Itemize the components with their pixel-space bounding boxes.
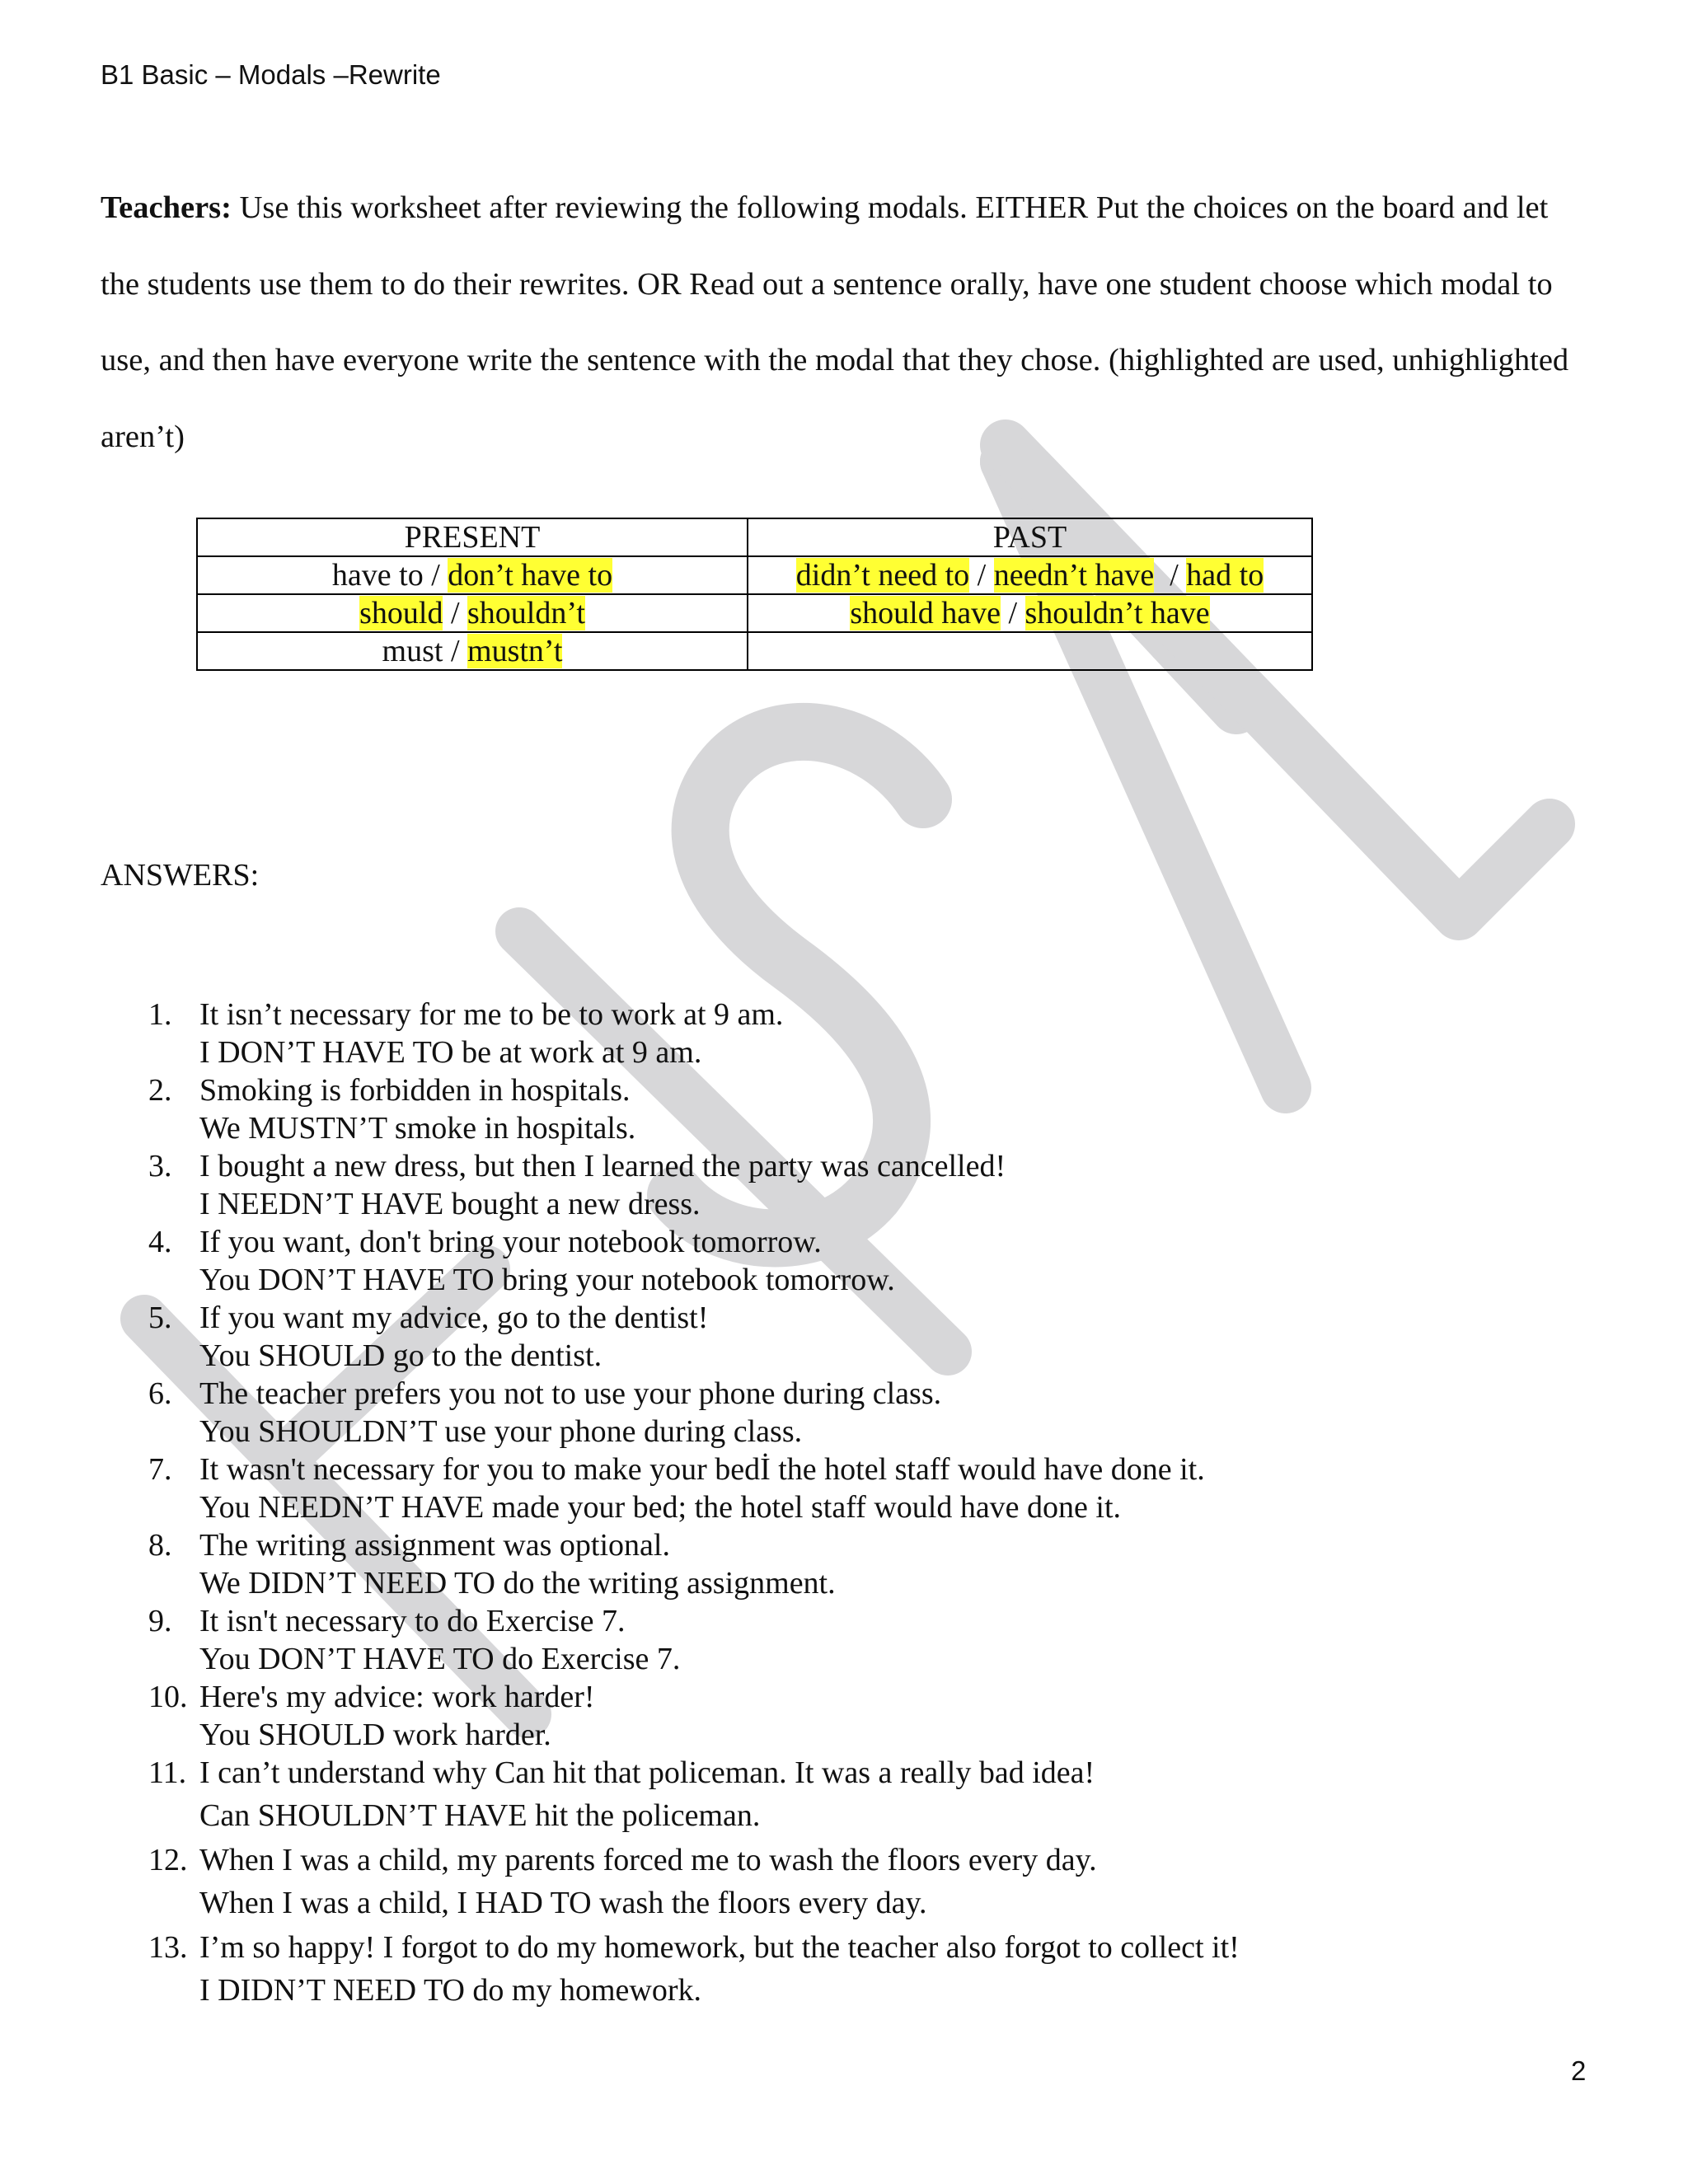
table-header-row: [197, 518, 1312, 556]
instructions-text: Use this worksheet after reviewing the following modals. EITHER Put the choices on the board and let the students use them to do their rewrites. OR Read out a sentence orally, have one student choose which modal to use, and then have everyone write the sentence with the modal that they chose. (highlighted are used, unhighlighted aren’t): [101, 190, 1569, 454]
highlighted-modal: needn’t have: [993, 558, 1155, 593]
original-sentence: It wasn't necessary for you to make your bedİ the hotel staff would have done it.: [199, 1452, 1205, 1487]
original-sentence: The writing assignment was optional.: [199, 1528, 670, 1563]
cell-past: [748, 594, 1312, 632]
highlighted-modal: didn’t need to: [795, 558, 970, 593]
original-sentence: I bought a new dress, but then I learned the party was cancelled!: [199, 1149, 1006, 1183]
table-row: [197, 556, 1312, 594]
modal-text: have to /: [331, 558, 448, 593]
highlighted-modal: mustn’t: [467, 634, 563, 668]
modal-text: must /: [382, 634, 468, 668]
item-number: 2.: [148, 1073, 172, 1108]
cell-past: [748, 632, 1312, 670]
teacher-instructions: [101, 170, 1584, 475]
original-sentence: It isn't necessary to do Exercise 7.: [199, 1604, 626, 1638]
original-sentence: When I was a child, my parents forced me to wash the floors every day.: [199, 1843, 1097, 1877]
item-number: 12.: [148, 1843, 188, 1877]
cell-present: [197, 594, 748, 632]
item-number: 13.: [148, 1930, 188, 1965]
rewritten-sentence: I DIDN’T NEED TO do my homework.: [199, 1973, 701, 2008]
running-header: B1 Basic – Modals –Rewrite: [101, 59, 441, 90]
highlighted-modal: don’t have to: [448, 558, 613, 593]
rewritten-sentence: When I was a child, I HAD TO wash the floors every day.: [199, 1886, 927, 1920]
item-number: 8.: [148, 1528, 172, 1563]
original-sentence: If you want, don't bring your notebook tomorrow.: [199, 1225, 822, 1259]
page-number: 2: [1571, 2055, 1587, 2086]
modals-table: [196, 518, 1313, 671]
rewritten-sentence: You DON’T HAVE TO do Exercise 7.: [199, 1642, 681, 1676]
rewritten-sentence: You DON’T HAVE TO bring your notebook tomorrow.: [199, 1263, 895, 1297]
original-sentence: I can’t understand why Can hit that policeman. It was a really bad idea!: [199, 1755, 1095, 1790]
item-number: 5.: [148, 1301, 172, 1335]
rewritten-sentence: You SHOULD work harder.: [199, 1718, 551, 1752]
item-number: 3.: [148, 1149, 172, 1183]
rewritten-sentence: We MUSTN’T smoke in hospitals.: [199, 1111, 636, 1146]
answers-heading: ANSWERS:: [101, 858, 260, 893]
modal-text: /: [1000, 596, 1025, 630]
rewritten-sentence: You SHOULD go to the dentist.: [199, 1338, 603, 1373]
original-sentence: The teacher prefers you not to use your phone during class.: [199, 1376, 942, 1411]
rewritten-sentence: You SHOULDN’T use your phone during class.: [199, 1414, 803, 1449]
rewritten-sentence: I NEEDN’T HAVE bought a new dress.: [199, 1187, 701, 1221]
instructions-label: Teachers:: [101, 190, 232, 225]
original-sentence: It isn’t necessary for me to be to work at 9 am.: [199, 997, 784, 1032]
header-past: PAST: [748, 518, 1312, 556]
highlighted-modal: had to: [1186, 558, 1264, 593]
highlighted-modal: shouldn’t have: [1025, 596, 1210, 630]
modal-text: /: [443, 596, 468, 630]
item-number: 1.: [148, 997, 172, 1032]
item-number: 4.: [148, 1225, 172, 1259]
original-sentence: Smoking is forbidden in hospitals.: [199, 1073, 631, 1108]
modal-text: /: [1154, 558, 1187, 593]
table-row: [197, 632, 1312, 670]
item-number: 7.: [148, 1452, 172, 1487]
original-sentence: If you want my advice, go to the dentist!: [199, 1301, 709, 1335]
original-sentence: I’m so happy! I forgot to do my homework, but the teacher also forgot to collect it!: [199, 1930, 1240, 1965]
highlighted-modal: shouldn’t: [467, 596, 585, 630]
highlighted-modal: should have: [850, 596, 1001, 630]
rewritten-sentence: Can SHOULDN’T HAVE hit the policeman.: [199, 1798, 761, 1833]
highlighted-modal: should: [359, 596, 443, 630]
header-present: PRESENT: [197, 518, 748, 556]
cell-present: [197, 632, 748, 670]
item-number: 9.: [148, 1604, 172, 1638]
rewritten-sentence: I DON’T HAVE TO be at work at 9 am.: [199, 1035, 702, 1070]
item-number: 11.: [148, 1755, 187, 1790]
table-row: [197, 594, 1312, 632]
item-number: 10.: [148, 1680, 188, 1714]
original-sentence: Here's my advice: work harder!: [199, 1680, 595, 1714]
cell-past: [748, 556, 1312, 594]
rewritten-sentence: We DIDN’T NEED TO do the writing assignment.: [199, 1566, 836, 1601]
rewritten-sentence: You NEEDN’T HAVE made your bed; the hotel staff would have done it.: [199, 1490, 1122, 1525]
item-number: 6.: [148, 1376, 172, 1411]
cell-present: [197, 556, 748, 594]
modal-text: /: [969, 558, 994, 593]
